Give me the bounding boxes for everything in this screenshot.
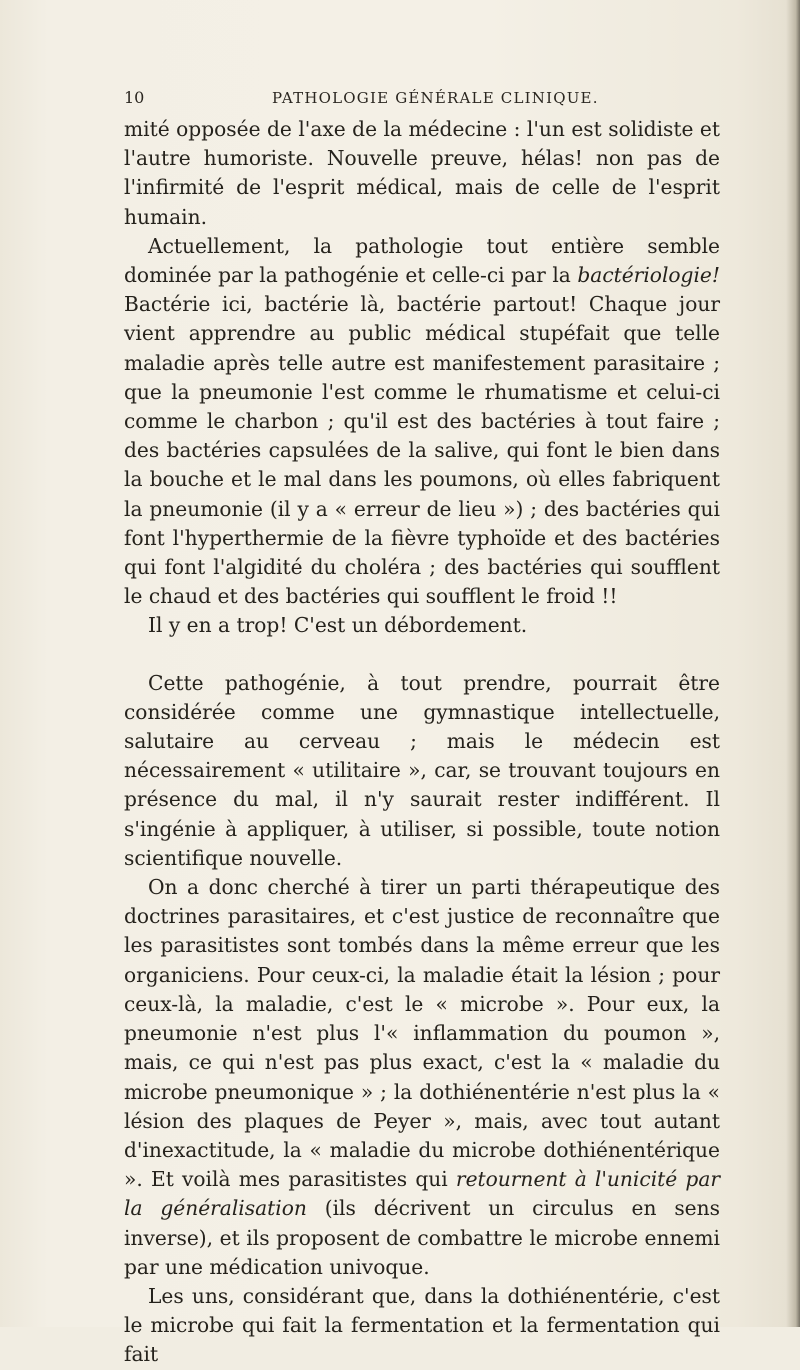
body-text: [124, 115, 720, 1370]
paragraph-text: Actuellement, la pathologie tout entière semble dominée par la pathogénie et celle-ci par la: [124, 233, 720, 288]
page-number: 10: [124, 88, 145, 107]
paragraph-text: Bactérie ici, bactérie là, bactérie partout! Chaque jour vient apprendre au public médical stupéfait que telle maladie après telle autre est manifestement parasitaire ; que la pneumonie l'est comme le rhumatisme et celui-ci comme le charbon ; qu'il est des bactéries à tout faire ; des bactéries capsulées de la salive, qui font le bien dans la bouche et le mal dans les poumons, où elles fabriquent la pneumonie (il y a « erreur de lieu ») ; des bactéries qui font l'hyperthermie de la fièvre typhoïde et des bactéries qui font l'algidité du choléra ; des bactéries qui soufflent le chaud et des bactéries qui soufflent le froid !!: [124, 292, 720, 609]
paragraph-5: [124, 873, 720, 1282]
paragraph-2: [124, 232, 720, 612]
italic-emphasis: retournent à l'unicité par la généralisation: [124, 1167, 721, 1221]
paragraph-3: [124, 611, 720, 640]
paragraph-1: [124, 115, 720, 232]
paragraph-text: Il y en a trop! C'est un débordement.: [148, 613, 528, 638]
paragraph-text: (ils décrivent un circulus en sens inverse), et ils proposent de combattre le microbe ennemi par une médication univoque.: [124, 1196, 720, 1279]
paragraph-text: Les uns, considérant que, dans la dothiénentérie, c'est le microbe qui fait la fermentation et la fermentation qui fait: [124, 1283, 720, 1367]
page-edge-shadow: [786, 0, 800, 1327]
paragraph-text: Cette pathogénie, à tout prendre, pourrait être considérée comme une gymnastique intellectuelle, salutaire au cerveau ; mais le médecin est nécessairement « utilitaire », car, se trouvant toujours en présence du mal, il n'y saurait rester indifférent. Il s'ingénie à appliquer, à utiliser, si possible, toute notion scientifique nouvelle.: [124, 670, 720, 870]
italic-emphasis: bactériologie!: [577, 263, 720, 288]
paragraph-text: On a donc cherché à tirer un parti thérapeutique des doctrines parasitaires, et c'est justice de reconnaître que les parasitistes sont tombés dans la même erreur que les organiciens. Pour ceux-ci, la maladie était la lésion ; pour ceux-là, la maladie, c'est le « microbe ». Pour eux, la pneumonie n'est plus l'« inflammation du poumon », mais, ce qui n'est pas plus exact, c'est la « maladie du microbe pneumonique » ; la dothiénentérie n'est plus la « lésion des plaques de Peyer », mais, avec tout autant d'inexactitude, la « maladie du microbe dothiénentérique ». Et voilà mes parasitistes qui: [124, 875, 720, 1192]
paragraph-4: [124, 669, 720, 873]
paragraph-text: mité opposée de l'axe de la médecine : l'un est solidiste et l'autre humoriste. Nouvelle preuve, hélas! non pas de l'infirmité de l'esprit médical, mais de celle de l'esprit humain.: [124, 117, 720, 229]
paragraph-6: [124, 1282, 720, 1370]
page-header: [124, 88, 704, 110]
running-title: PATHOLOGIE GÉNÉRALE CLINIQUE.: [272, 89, 599, 107]
